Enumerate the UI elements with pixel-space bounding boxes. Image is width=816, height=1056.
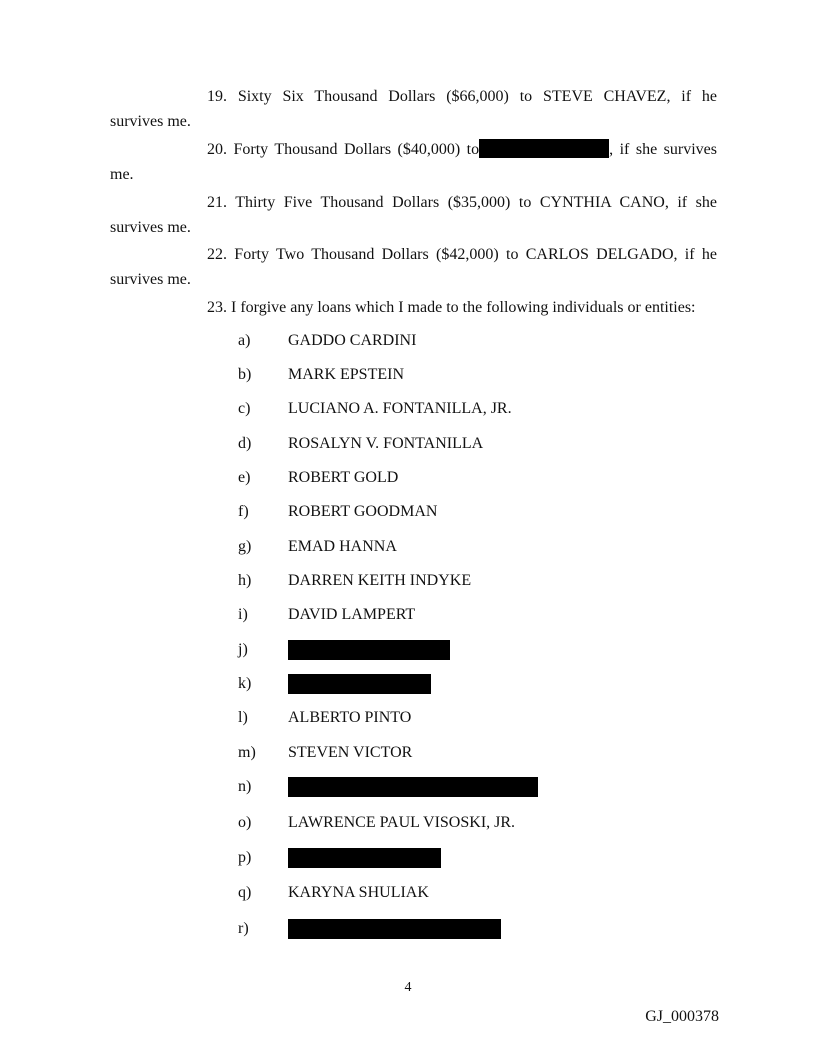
paragraph-line: 19. Sixty Six Thousand Dollars ($66,000) to STEVE CHAVEZ, if he xyxy=(207,88,717,105)
bequest-paragraph-22 xyxy=(110,242,717,292)
paragraph-line-start: 20. Forty Thousand Dollars ($40,000) to xyxy=(207,141,480,158)
list-item-label: f) xyxy=(238,503,249,520)
list-item-label: b) xyxy=(238,366,252,383)
redaction-bar xyxy=(288,848,441,868)
paragraph-continuation: me. xyxy=(110,166,134,183)
list-item-name: ROBERT GOLD xyxy=(288,469,399,486)
paragraph-line: 22. Forty Two Thousand Dollars ($42,000) to CARLOS DELGADO, if he xyxy=(207,246,717,263)
paragraph-line: 23. I forgive any loans which I made to the following individuals or entities: xyxy=(207,299,696,316)
list-item-label: j) xyxy=(238,641,248,658)
redaction-bar xyxy=(288,640,450,660)
redaction-bar xyxy=(288,674,431,694)
paragraph-line-end: , if she survives xyxy=(609,141,717,158)
list-item-name: GADDO CARDINI xyxy=(288,332,417,349)
list-item-label: q) xyxy=(238,884,252,901)
redaction-bar xyxy=(288,777,538,797)
list-item-label: o) xyxy=(238,814,252,831)
redaction-bar xyxy=(288,919,501,939)
list-item-label: i) xyxy=(238,606,248,623)
list-item-label: g) xyxy=(238,538,252,555)
list-item-label: e) xyxy=(238,469,251,486)
paragraph-continuation: survives me. xyxy=(110,271,191,288)
redaction-bar xyxy=(479,139,609,158)
list-item-label: l) xyxy=(238,709,248,726)
list-item-name: ROSALYN V. FONTANILLA xyxy=(288,435,484,452)
paragraph-continuation: survives me. xyxy=(110,113,191,130)
list-item-name: EMAD HANNA xyxy=(288,538,397,555)
bequest-paragraph-19 xyxy=(110,84,717,134)
list-item-name: LUCIANO A. FONTANILLA, JR. xyxy=(288,400,512,417)
list-item-label: k) xyxy=(238,675,252,692)
list-item-name: DAVID LAMPERT xyxy=(288,606,416,623)
list-item-label: n) xyxy=(238,778,252,795)
bequest-paragraph-20 xyxy=(110,137,717,187)
paragraph-line: 21. Thirty Five Thousand Dollars ($35,000) to CYNTHIA CANO, if she xyxy=(207,194,717,211)
list-item-name: LAWRENCE PAUL VISOSKI, JR. xyxy=(288,814,516,831)
paragraph-continuation: survives me. xyxy=(110,219,191,236)
list-item-label: a) xyxy=(238,332,251,349)
page-number: 4 xyxy=(404,980,412,995)
list-item-label: h) xyxy=(238,572,252,589)
list-item-label: c) xyxy=(238,400,251,417)
list-item-name: STEVEN VICTOR xyxy=(288,744,413,761)
list-item-name: ROBERT GOODMAN xyxy=(288,503,438,520)
list-item-label: r) xyxy=(238,920,249,937)
list-item-name: MARK EPSTEIN xyxy=(288,366,405,383)
list-item-name: ALBERTO PINTO xyxy=(288,709,412,726)
loan-forgiveness-paragraph-23 xyxy=(110,295,717,320)
paragraph-line xyxy=(110,137,717,162)
list-item-name: DARREN KEITH INDYKE xyxy=(288,572,472,589)
list-item-name: KARYNA SHULIAK xyxy=(288,884,429,901)
list-item-label: m) xyxy=(238,744,256,761)
list-item-label: d) xyxy=(238,435,252,452)
bequest-paragraph-21 xyxy=(110,190,717,240)
bates-number: GJ_000378 xyxy=(645,1008,719,1025)
list-item-label: p) xyxy=(238,849,252,866)
